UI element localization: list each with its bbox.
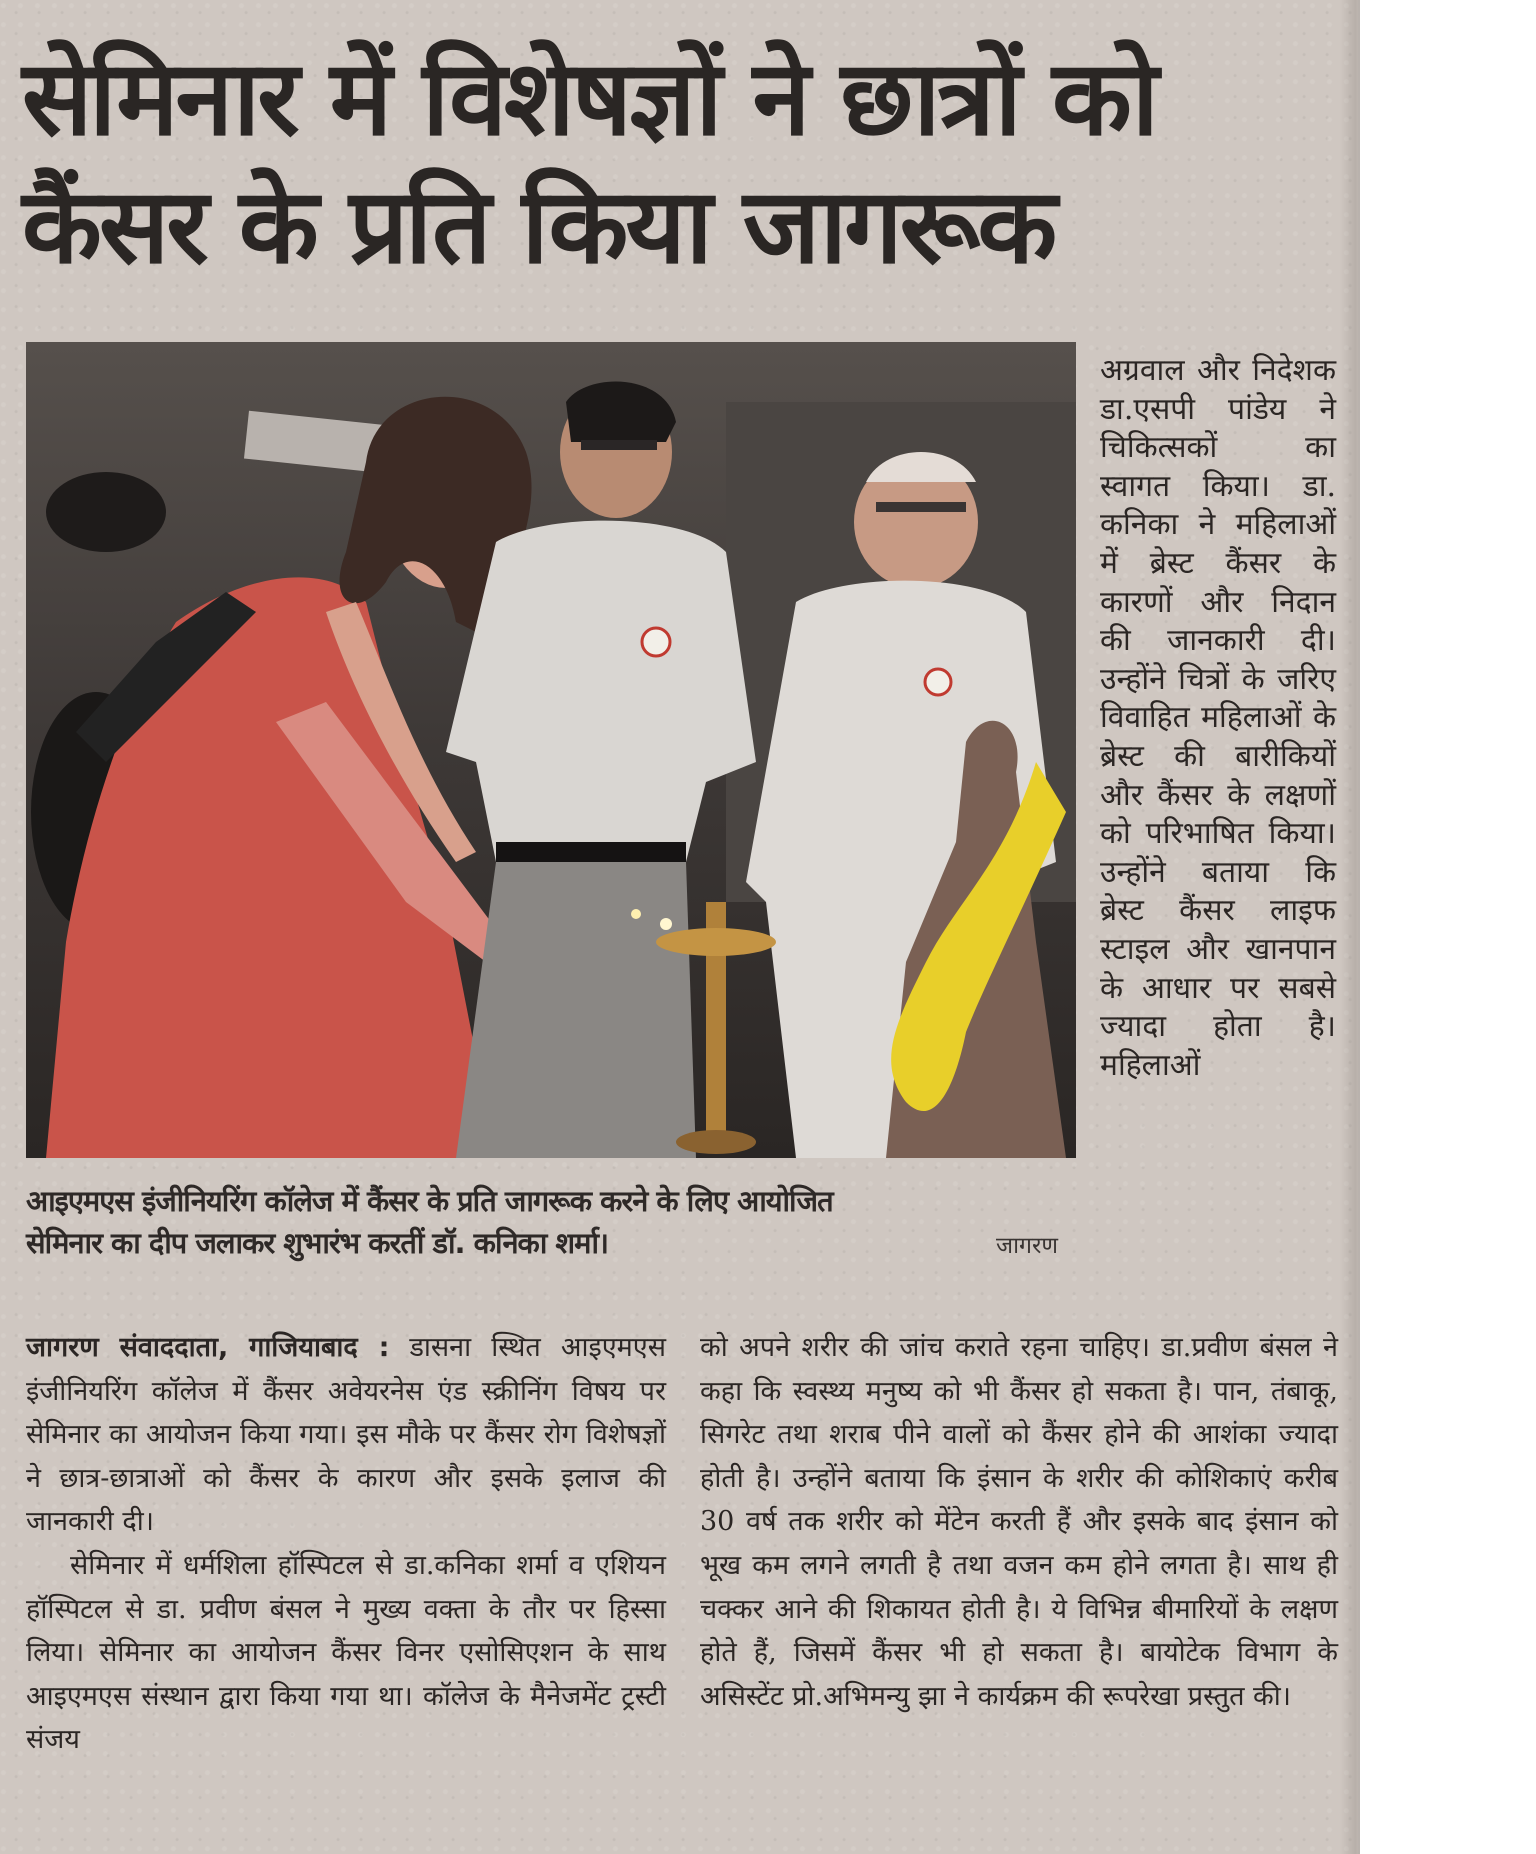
- headline-line-1: सेमिनार में विशेषज्ञों ने छात्रों को: [22, 37, 1156, 159]
- dateline: जागरण संवाददाता, गाजियाबाद :: [26, 1332, 390, 1363]
- photo-illustration: [26, 342, 1076, 1158]
- body-paragraph-3: को अपने शरीर की जांच कराते रहना चाहिए। डा.प्रवीण बंसल ने कहा कि स्वस्थ्य मनुष्य को भी कैंसर हो सकता है। पान, तंबाकू, सिगरेट तथा शराब पीने वालों को कैंसर होने की आशंका ज्यादा होती है। उन्होंने बताया कि इंसान के शरीर की कोशिकाएं करीब 30 वर्ष तक शरीर को मेंटेन करती हैं और इसके बाद इंसान को भूख कम लगने लगती है तथा वजन कम होने लगता है। साथ ही चक्कर आने की शिकायत होती है। ये विभिन्न बीमारियों के लक्षण होते हैं, जिसमें कैंसर भी हो सकता है। बायोटेक विभाग के असिस्टेंट प्रो.अभिमन्यु झा ने कार्यक्रम की रूपरेखा प्रस्तुत की।: [700, 1332, 1338, 1712]
- photo-credit: जागरण: [996, 1233, 1059, 1259]
- caption-line-1: आइएमएस इंजीनियरिंग कॉलेज में कैंसर के प्रति जागरूक करने के लिए आयोजित: [26, 1184, 833, 1218]
- side-column-text: अग्रवाल और निदेशक डा.एसपी पांडेय ने चिकित्सकों का स्वागत किया। डा. कनिका ने महिलाओं में ब्रेस्ट कैंसर के कारणों और निदान की जानकारी दी। उन्होंने चित्रों के जरिए विवाहित महिलाओं के ब्रेस्ट की बारीकियों और कैंसर के लक्षणों को परिभाषित किया। उन्होंने बताया कि ब्रेस्ट कैंसर लाइफ स्टाइल और खानपान के आधार पर सबसे ज्यादा होता है। महिलाओं: [1100, 353, 1336, 1083]
- news-photo: [26, 342, 1076, 1158]
- body-paragraph-1-text: डासना स्थित आइएमएस इंजीनियरिंग कॉलेज में कैंसर अवेयरनेस एंड स्क्रीनिंग विषय पर सेमिनार का आयोजन किया गया। इस मौके पर कैंसर रोग विशेषज्ञों ने छात्र-छात्राओं को कैंसर के कारण और इसके इलाज की जानकारी दी।: [26, 1332, 666, 1538]
- body-paragraph-2: सेमिनार में धर्मशिला हॉस्पिटल से डा.कनिका शर्मा व एशियन हॉस्पिटल से डा. प्रवीण बंसल ने मुख्य वक्ता के तौर पर हिस्सा लिया। सेमिनार का आयोजन कैंसर विनर एसोसिएशन के साथ आइएमएस संस्थान द्वारा किया गया था। कॉलेज के मैनेजमेंट ट्रस्टी संजय: [26, 1549, 666, 1756]
- body-column-left: [26, 1326, 666, 1762]
- headline-line-2: कैंसर के प्रति किया जागरूक: [22, 165, 1055, 287]
- photo-caption: [26, 1180, 1086, 1264]
- caption-line-2: सेमिनार का दीप जलाकर शुभारंभ करतीं डॉ. कनिका शर्मा।: [26, 1226, 608, 1260]
- clipping-edge-shadow: [1340, 0, 1360, 1854]
- body-column-right: [700, 1326, 1338, 1718]
- headline: [22, 34, 1332, 290]
- body-paragraph-1: [26, 1326, 666, 1544]
